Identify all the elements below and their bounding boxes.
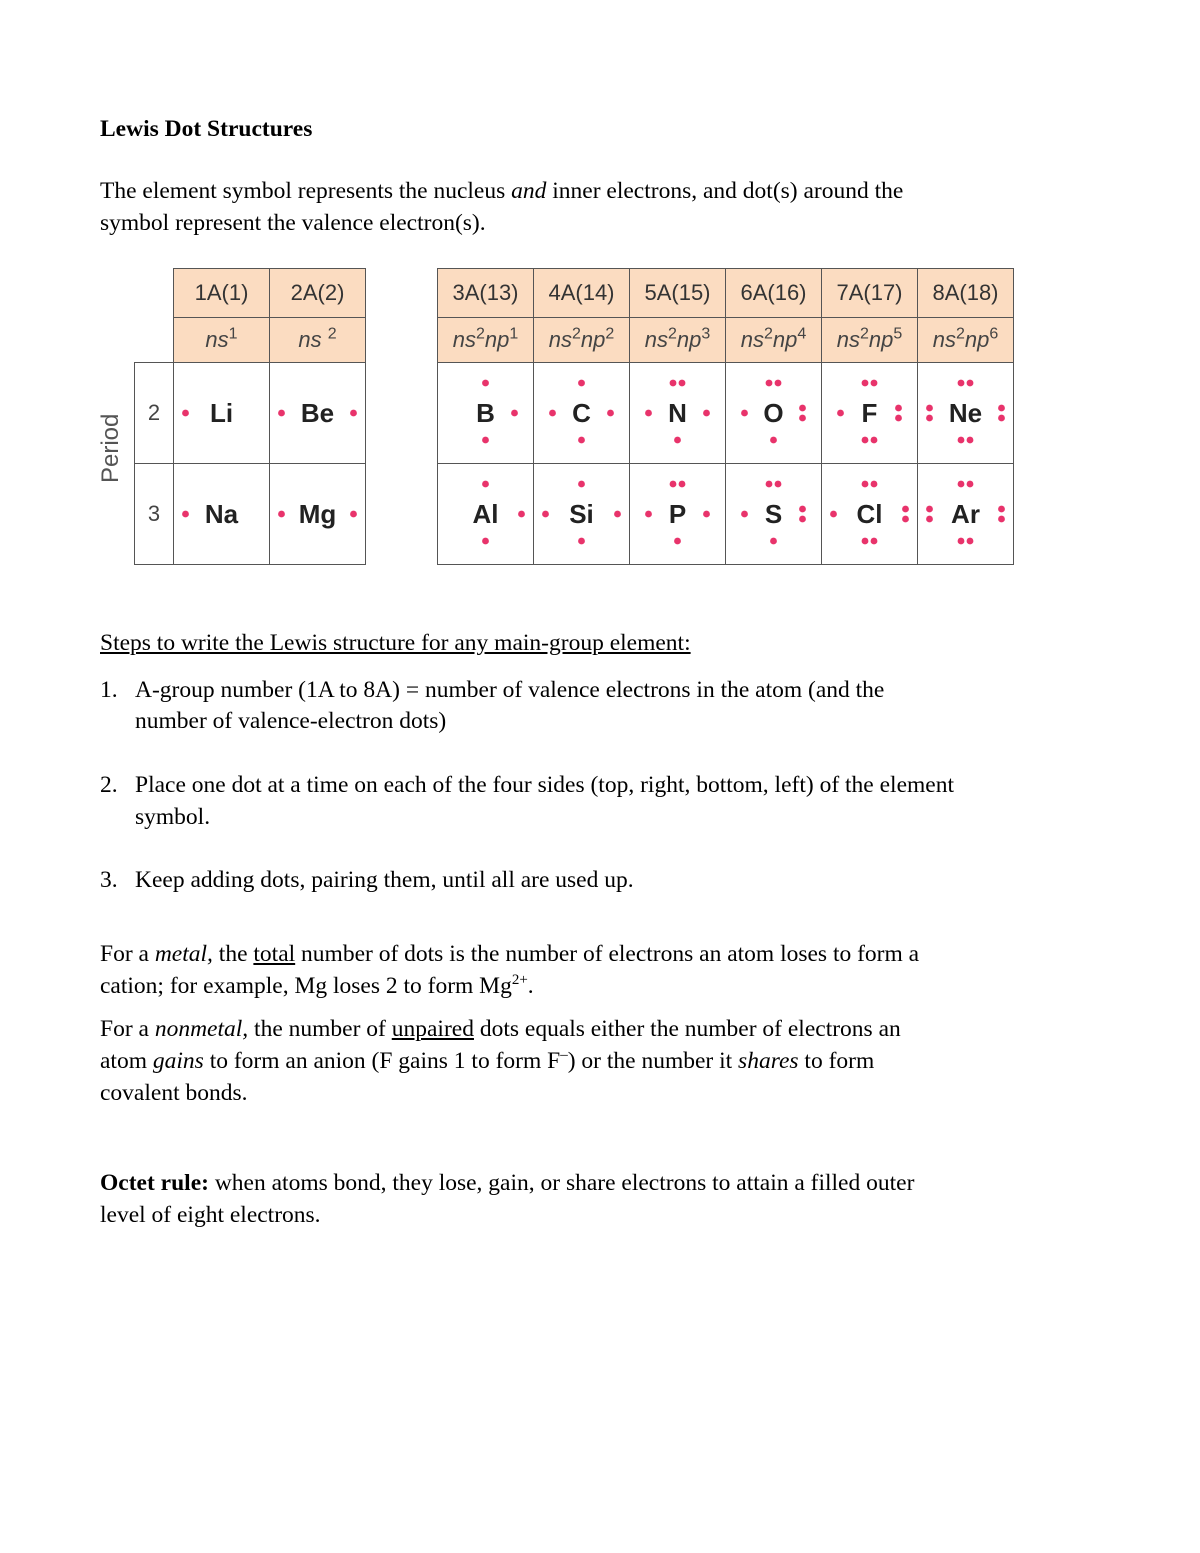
- valence-electron-dot: [862, 437, 869, 444]
- element-symbol: C: [572, 398, 591, 428]
- valence-electron-dot: [871, 380, 878, 387]
- valence-electron-dot: [998, 506, 1005, 513]
- valence-electron-dot: [741, 511, 748, 518]
- electron-config: $ns^2np^4$: [726, 318, 822, 363]
- lewis-structure-si: [534, 464, 629, 559]
- valence-electron-dot: [670, 481, 677, 488]
- valence-electron-dot: [871, 481, 878, 488]
- valence-electron-dot: [607, 410, 614, 417]
- intro-line-1: [100, 175, 903, 207]
- element-cell: [174, 464, 270, 565]
- valence-electron-dot: [926, 415, 933, 422]
- group-header: 1A(1): [174, 269, 270, 318]
- period-number: 2: [135, 363, 174, 464]
- step-text: number of valence-electron dots): [135, 708, 447, 734]
- element-cell: [270, 363, 366, 464]
- intro-line-2: symbol represent the valence electron(s).: [100, 210, 486, 236]
- valence-electron-dot: [703, 410, 710, 417]
- valence-electron-dot: [799, 516, 806, 523]
- valence-electron-dot: [549, 410, 556, 417]
- metal-paragraph-line-1: For a metal, the total number of dots is the number of electrons an atom loses to form a: [100, 941, 920, 967]
- valence-electron-dot: [895, 415, 902, 422]
- valence-electron-dot: [670, 380, 677, 387]
- electron-config: $ns^2np^2$: [534, 318, 630, 363]
- element-cell: [726, 464, 822, 565]
- valence-electron-dot: [766, 380, 773, 387]
- period-axis-label: Period: [97, 413, 124, 483]
- group-header: 5A(15): [630, 269, 726, 318]
- element-symbol: Cl: [856, 499, 883, 529]
- element-cell: [534, 363, 630, 464]
- valence-electron-dot: [182, 511, 189, 518]
- lewis-structure-s: [726, 464, 821, 559]
- nonmetal-paragraph-line-1: For a nonmetal, the number of unpaired dots equals either the number of electrons an: [100, 1016, 901, 1042]
- step-text: symbol.: [135, 804, 211, 830]
- valence-electron-dot: [967, 380, 974, 387]
- intro-text-b: inner electrons, and dot(s) around the: [546, 178, 904, 204]
- valence-electron-dot: [926, 506, 933, 513]
- electron-config: $ns^2np^1$: [438, 318, 534, 363]
- valence-electron-dot: [614, 511, 621, 518]
- element-cell: [270, 464, 366, 565]
- valence-electron-dot: [770, 437, 777, 444]
- element-symbol: Na: [204, 499, 239, 529]
- nonmetal-paragraph-line-3: covalent bonds.: [100, 1080, 248, 1106]
- electron-config: $ns^1$: [174, 318, 270, 363]
- lewis-structure-p: [630, 464, 725, 559]
- valence-electron-dot: [703, 511, 710, 518]
- valence-electron-dot: [967, 538, 974, 545]
- valence-electron-dot: [862, 481, 869, 488]
- valence-electron-dot: [958, 380, 965, 387]
- electron-config: $ns^2np^5$: [822, 318, 918, 363]
- octet-rule-label: Octet rule:: [100, 1170, 209, 1196]
- element-cell: [630, 464, 726, 565]
- electron-config: $ns^2np^6$: [918, 318, 1014, 363]
- element-symbol: Be: [300, 398, 335, 428]
- element-cell: [174, 363, 270, 464]
- group-header: 7A(17): [822, 269, 918, 318]
- valence-electron-dot: [799, 405, 806, 412]
- element-cell: [918, 363, 1014, 464]
- lewis-structure-ne: [918, 363, 1013, 458]
- intro-text-a: The element symbol represents the nucleus: [100, 178, 512, 204]
- element-cell: [822, 464, 918, 565]
- valence-electron-dot: [862, 380, 869, 387]
- valence-electron-dot: [830, 511, 837, 518]
- element-symbol: Li: [209, 398, 234, 428]
- page-title: Lewis Dot Structures: [100, 116, 313, 142]
- valence-electron-dot: [518, 511, 525, 518]
- valence-electron-dot: [775, 481, 782, 488]
- lewis-structure-mg: [270, 464, 365, 559]
- element-symbol: Ar: [951, 499, 980, 529]
- valence-electron-dot: [578, 380, 585, 387]
- valence-electron-dot: [542, 511, 549, 518]
- element-cell: [534, 464, 630, 565]
- lewis-structure-b: [438, 363, 533, 458]
- element-symbol: O: [763, 398, 784, 428]
- element-symbol: Al: [472, 499, 499, 529]
- element-symbol: B: [476, 398, 495, 428]
- lewis-structure-c: [534, 363, 629, 458]
- valence-electron-dot: [770, 538, 777, 545]
- octet-rule-line-2: level of eight electrons.: [100, 1202, 321, 1228]
- group-header: 2A(2): [270, 269, 366, 318]
- valence-electron-dot: [578, 437, 585, 444]
- valence-electron-dot: [482, 437, 489, 444]
- valence-electron-dot: [958, 437, 965, 444]
- valence-electron-dot: [511, 410, 518, 417]
- lewis-structure-be: [270, 363, 365, 458]
- valence-electron-dot: [998, 415, 1005, 422]
- lewis-structure-al: [438, 464, 533, 559]
- valence-electron-dot: [775, 380, 782, 387]
- group-header: 3A(13): [438, 269, 534, 318]
- lewis-structure-cl: [822, 464, 917, 559]
- step-number: 1.: [100, 677, 118, 703]
- valence-electron-dot: [578, 538, 585, 545]
- valence-electron-dot: [799, 415, 806, 422]
- valence-electron-dot: [674, 538, 681, 545]
- element-cell: [630, 363, 726, 464]
- step-text: Place one dot at a time on each of the four sides (top, right, bottom, left) of the element: [135, 772, 954, 798]
- element-cell: [726, 363, 822, 464]
- valence-electron-dot: [998, 405, 1005, 412]
- valence-electron-dot: [799, 506, 806, 513]
- group-header: 4A(14): [534, 269, 630, 318]
- valence-electron-dot: [926, 516, 933, 523]
- electron-config: $ns^2np^3$: [630, 318, 726, 363]
- step-text: A-group number (1A to 8A) = number of valence electrons in the atom (and the: [135, 677, 885, 703]
- group-header: 6A(16): [726, 269, 822, 318]
- valence-electron-dot: [350, 410, 357, 417]
- element-cell: [918, 464, 1014, 565]
- valence-electron-dot: [871, 437, 878, 444]
- element-cell: [822, 363, 918, 464]
- valence-electron-dot: [967, 481, 974, 488]
- valence-electron-dot: [578, 481, 585, 488]
- valence-electron-dot: [482, 538, 489, 545]
- valence-electron-dot: [482, 380, 489, 387]
- valence-electron-dot: [645, 511, 652, 518]
- valence-electron-dot: [837, 410, 844, 417]
- valence-electron-dot: [182, 410, 189, 417]
- valence-electron-dot: [902, 506, 909, 513]
- valence-electron-dot: [679, 481, 686, 488]
- valence-electron-dot: [958, 538, 965, 545]
- valence-electron-dot: [350, 511, 357, 518]
- valence-electron-dot: [278, 511, 285, 518]
- metal-paragraph-line-2: cation; for example, Mg loses 2 to form $Mg^{2+}$.: [100, 972, 534, 999]
- steps-heading: Steps to write the Lewis structure for any main-group element:: [100, 630, 691, 656]
- lewis-structure-na: [174, 464, 269, 559]
- valence-electron-dot: [482, 481, 489, 488]
- valence-electron-dot: [766, 481, 773, 488]
- lewis-structure-o: [726, 363, 821, 458]
- valence-electron-dot: [679, 380, 686, 387]
- valence-electron-dot: [926, 405, 933, 412]
- lewis-structure-f: [822, 363, 917, 458]
- group-header: 8A(18): [918, 269, 1014, 318]
- step-number: 2.: [100, 772, 118, 798]
- lewis-structure-ar: [918, 464, 1013, 559]
- valence-electron-dot: [967, 437, 974, 444]
- valence-electron-dot: [902, 516, 909, 523]
- element-symbol: F: [861, 398, 878, 428]
- element-symbol: N: [668, 398, 687, 428]
- valence-electron-dot: [674, 437, 681, 444]
- valence-electron-dot: [958, 481, 965, 488]
- step-number: 3.: [100, 867, 118, 893]
- lewis-structure-n: [630, 363, 725, 458]
- valence-electron-dot: [871, 538, 878, 545]
- element-symbol: Mg: [298, 499, 337, 529]
- step-text: Keep adding dots, pairing them, until all are used up.: [135, 867, 634, 893]
- table-right: [437, 268, 1014, 565]
- element-symbol: Ne: [948, 398, 983, 428]
- period-number: 3: [135, 464, 174, 565]
- valence-electron-dot: [645, 410, 652, 417]
- nonmetal-paragraph-line-2: atom gains to form an anion (F gains 1 to form F–) or the number it shares to form: [100, 1047, 875, 1074]
- table-left: [134, 268, 366, 565]
- valence-electron-dot: [998, 516, 1005, 523]
- element-cell: [438, 464, 534, 565]
- valence-electron-dot: [741, 410, 748, 417]
- element-cell: [438, 363, 534, 464]
- element-symbol: Si: [569, 499, 594, 529]
- lewis-structure-li: [174, 363, 269, 458]
- valence-electron-dot: [278, 410, 285, 417]
- valence-electron-dot: [895, 405, 902, 412]
- octet-rule-line-1: Octet rule: when atoms bond, they lose, gain, or share electrons to attain a filled outer: [100, 1170, 915, 1196]
- intro-emphasis: and: [511, 178, 547, 204]
- valence-electron-dot: [862, 538, 869, 545]
- electron-config: ns $^2$: [270, 318, 366, 363]
- element-symbol: P: [668, 499, 687, 529]
- element-symbol: S: [764, 499, 783, 529]
